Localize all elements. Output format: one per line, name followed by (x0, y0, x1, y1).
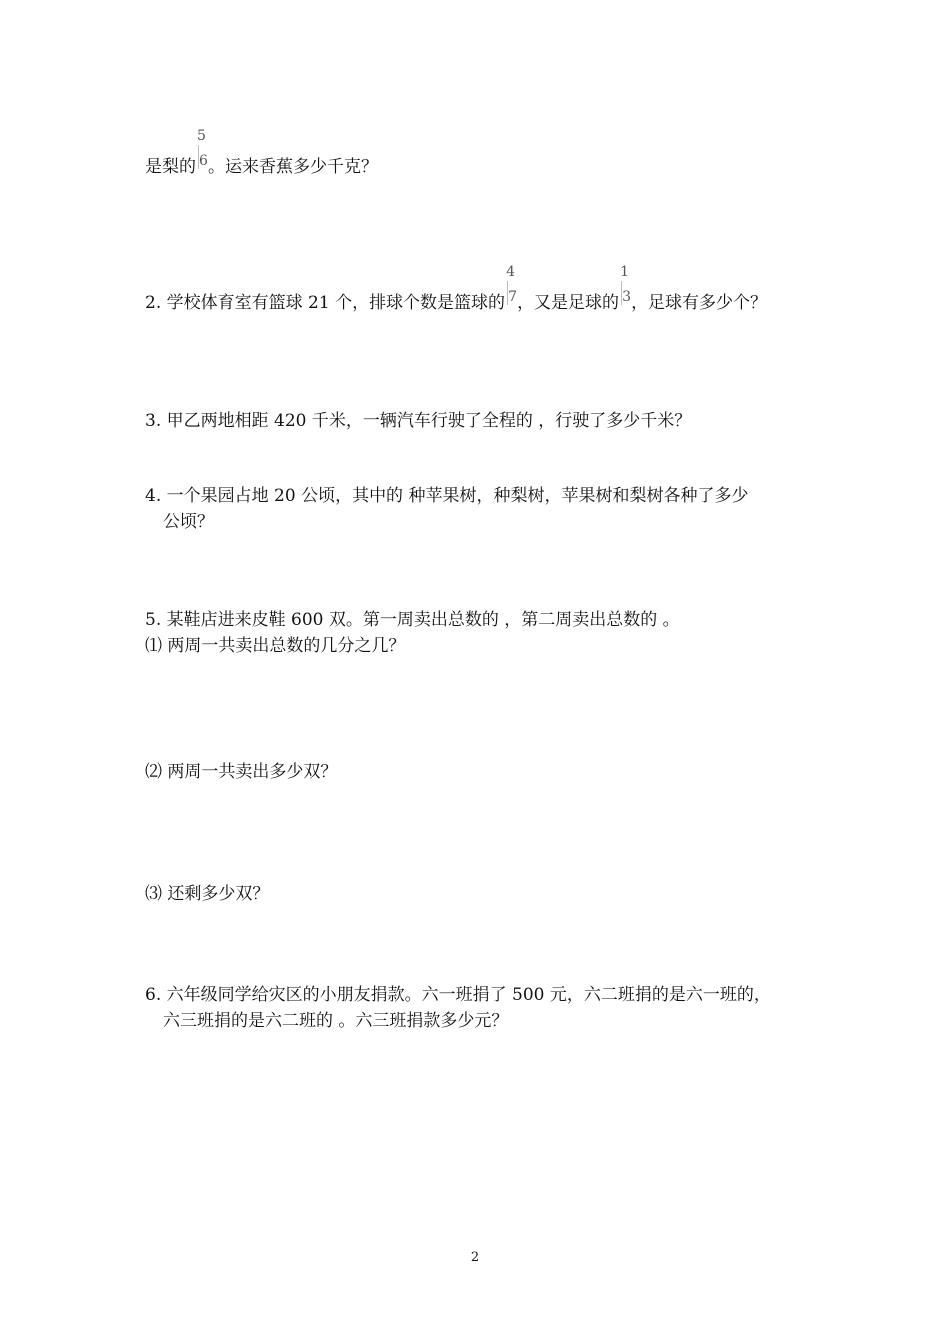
page-number: 2 (470, 1250, 480, 1265)
question-4-line-1: 4. 一个果园占地 20 公顷，其中的 种苹果树，种梨树，苹果树和梨树各种了多少 (145, 486, 749, 506)
q1-text-pre: 是梨的 (145, 157, 196, 177)
question-3: 3. 甲乙两地相距 420 千米，一辆汽车行驶了全程的 ，行驶了多少千米？ (145, 411, 692, 431)
question-5-stem: 5. 某鞋店进来皮鞋 600 双。第一周卖出总数的 ，第二周卖出总数的 。 (145, 610, 680, 630)
question-4-line-2: 公顷？ (163, 512, 214, 532)
q2-text-pre: 2. 学校体育室有篮球 21 个，排球个数是篮球的 (145, 293, 506, 313)
q2-text-post: ，足球有多少个？ (631, 293, 768, 313)
fraction-1-3: 1 3 (620, 264, 631, 305)
fraction-4-7: 4 7 (506, 264, 517, 305)
question-6-line-1: 6. 六年级同学给灾区的小朋友捐款。六一班捐了 500 元，六二班捐的是六一班的， (145, 985, 771, 1005)
q2-text-mid: ，又是足球的 (517, 293, 620, 313)
question-5-part-2: ⑵ 两周一共卖出多少双？ (145, 762, 338, 782)
question-5-part-3: ⑶ 还剩多少双？ (145, 884, 270, 904)
fraction-5-6: 5 6 (197, 128, 208, 169)
question-6-line-2: 六三班捐的是六二班的 。六三班捐款多少元？ (163, 1011, 509, 1031)
question-5-part-1: ⑴ 两周一共卖出总数的几分之几？ (145, 636, 406, 656)
q1-text-post: 。运来香蕉多少千克？ (208, 157, 378, 177)
question-2 (145, 264, 768, 313)
question-1-continuation (145, 128, 378, 177)
